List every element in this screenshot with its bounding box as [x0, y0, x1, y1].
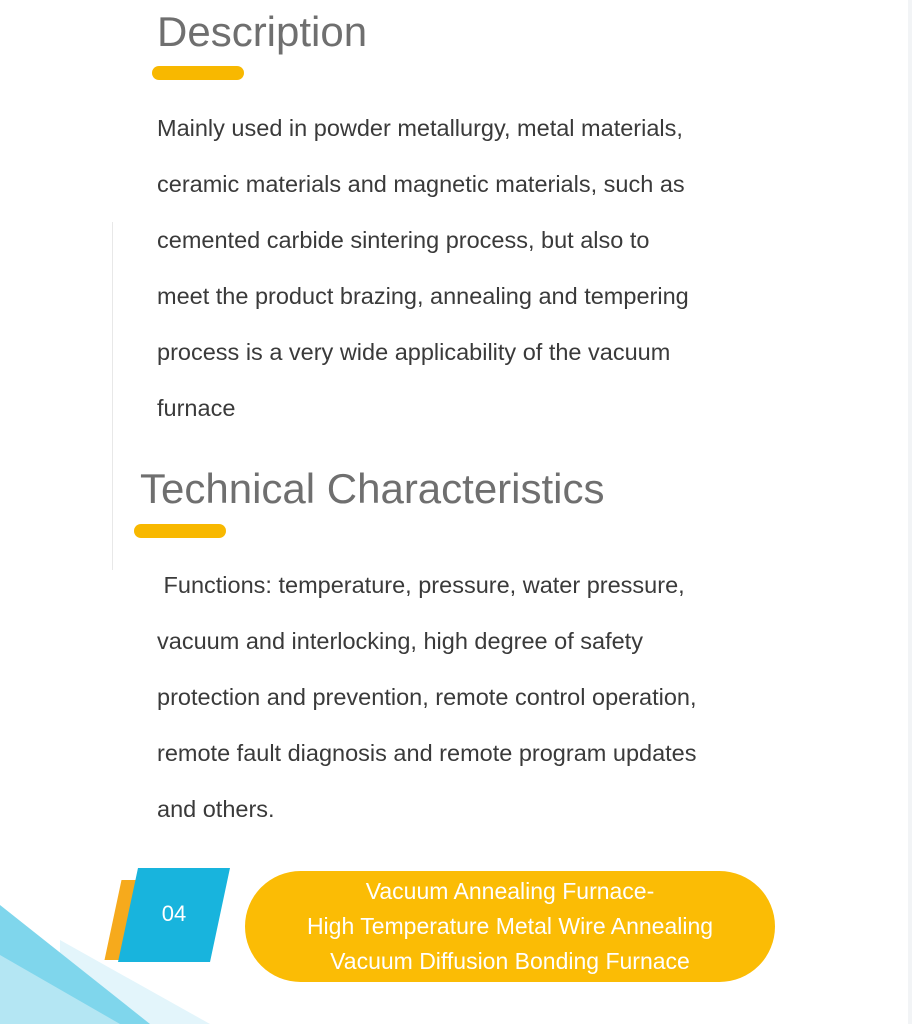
banner-line: Vacuum Annealing Furnace- — [365, 878, 655, 904]
technical-characteristics-text: Functions: temperature, pressure, water pressure, vacuum and interlocking, high degree of safety protection and prevention, remote control operation, remote fault diagnosis and remote program updates and others. — [157, 572, 697, 822]
description-title-underline — [152, 66, 244, 80]
description-title: Description — [157, 8, 368, 55]
page-number-badge: 04 — [161, 901, 187, 926]
technical-title-underline — [134, 524, 226, 538]
banner-line: Vacuum Diffusion Bonding Furnace — [330, 948, 690, 974]
product-title-banner — [245, 871, 775, 982]
page-edge — [908, 0, 912, 1024]
technical-characteristics-title: Technical Characteristics — [140, 465, 605, 512]
description-text: Mainly used in powder metallurgy, metal materials, ceramic materials and magnetic materials, such as cemented carbide sintering process, but also to meet the product brazing, annealing and tempering process is a very wide applicability of the vacuum furnace — [157, 115, 689, 421]
banner-line: High Temperature Metal Wire Annealing — [306, 913, 714, 939]
decorative-triangle — [0, 955, 120, 1024]
divider-line — [112, 222, 113, 570]
